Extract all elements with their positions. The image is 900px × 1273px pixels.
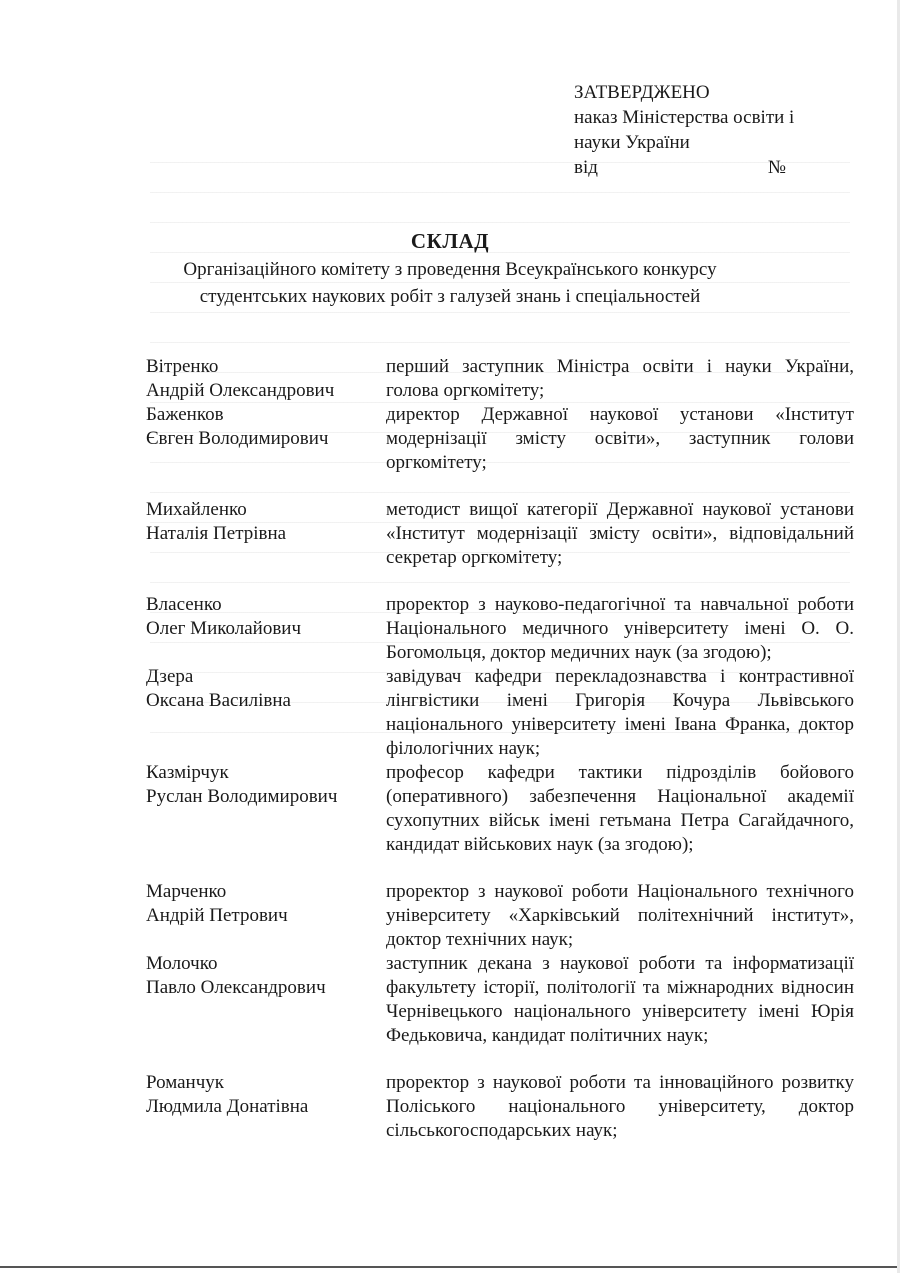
member-name: Дзера Оксана Василівна bbox=[146, 666, 291, 711]
member-role: проректор з наукової роботи та інноваційного розвитку Поліського національного університету, доктор сільськогосподарських наук; bbox=[386, 1072, 854, 1141]
subtitle-line-1: Організаційного комітету з проведення Всеукраїнського конкурсу bbox=[183, 259, 717, 280]
scan-bottom-edge bbox=[0, 1266, 900, 1268]
document-title: СКЛАД bbox=[410, 229, 490, 253]
member-role: директор Державної наукової установи «Інститут модернізації змісту освіти», заступник голови оргкомітету; bbox=[386, 404, 854, 473]
member-name: Михайленко Наталія Петрівна bbox=[146, 499, 287, 544]
member-entry bbox=[146, 880, 856, 952]
approval-date-number-row bbox=[574, 155, 786, 180]
member-role: заступник декана з наукової роботи та інформатизації факультету історії, політології та міжнародних відносин Чернівецького національного університету імені Юрія Федьковича, кандидат політичних наук; bbox=[386, 953, 854, 1046]
member-entry bbox=[146, 761, 856, 857]
approval-order-line: наказ Міністерства освіти і bbox=[574, 107, 795, 128]
member-role: методист вищої категорії Державної наукової установи «Інститут модернізації змісту освіти», відповідальний секретар оргкомітету; bbox=[386, 499, 854, 568]
approval-date-label: від bbox=[574, 157, 598, 178]
approval-ministry-line: науки України bbox=[574, 132, 690, 153]
member-name: Вітренко Андрій Олександрович bbox=[146, 356, 335, 401]
member-entry bbox=[146, 1071, 856, 1143]
member-role: проректор з науково-педагогічної та навчальної роботи Національного медичного університету імені О. О. Богомольця, доктор медичних наук (за згодою); bbox=[386, 594, 854, 663]
member-entry bbox=[146, 665, 856, 761]
member-name: Баженков Євген Володимирович bbox=[146, 404, 329, 449]
member-name: Молочко Павло Олександрович bbox=[146, 953, 326, 998]
member-name: Казмірчук Руслан Володимирович bbox=[146, 762, 338, 807]
member-entry bbox=[146, 952, 856, 1048]
subtitle-line-2: студентських наукових робіт з галузей знань і спеціальностей bbox=[199, 286, 701, 307]
member-name: Романчук Людмила Донатівна bbox=[146, 1072, 309, 1117]
member-name: Марченко Андрій Петрович bbox=[146, 881, 288, 926]
document-subtitle bbox=[0, 256, 900, 310]
committee-member-list bbox=[146, 355, 856, 1143]
member-entry bbox=[146, 403, 856, 475]
member-role: професор кафедри тактики підрозділів бойового (оперативного) забезпечення Національної академії сухопутних військ імені гетьмана Петра Сагайдачного, кандидат військових наук (за згодою); bbox=[386, 762, 854, 855]
approval-stamp bbox=[574, 80, 874, 180]
approval-number-label: № bbox=[767, 157, 786, 178]
member-role: завідувач кафедри перекладознавства і контрастивної лінгвістики імені Григорія Кочура Львівського національного університету імені Івана Франка, доктор філологічних наук; bbox=[386, 666, 854, 759]
member-entry bbox=[146, 593, 856, 665]
member-entry bbox=[146, 355, 856, 403]
member-role: проректор з наукової роботи Національного технічного університету «Харківський політехнічний інститут», доктор технічних наук; bbox=[386, 881, 854, 950]
member-name: Власенко Олег Миколайович bbox=[146, 594, 302, 639]
member-role: перший заступник Міністра освіти і науки України, голова оргкомітету; bbox=[386, 356, 854, 401]
member-entry bbox=[146, 498, 856, 570]
approval-heading: ЗАТВЕРДЖЕНО bbox=[574, 82, 710, 103]
